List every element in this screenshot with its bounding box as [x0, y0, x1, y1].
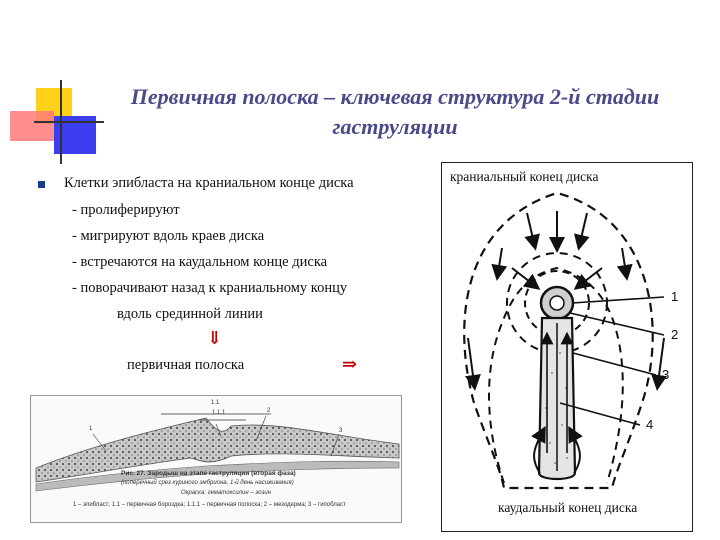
bullet-item-1: - пролиферируют: [72, 202, 180, 218]
slide-title: [95, 82, 695, 142]
fig-caption-line-1: Рис. 27. Зародыш на этапе гаструляции (вторая фаза): [121, 470, 296, 477]
down-arrow-icon: ⇓: [207, 328, 223, 348]
fig-label-3: 3: [339, 428, 343, 434]
fig-caption-line-3: Окраска: гематоксилин – эозин: [181, 490, 271, 496]
primitive-streak-diagram: [441, 162, 693, 532]
title-line-2: гаструляции: [332, 114, 458, 139]
fig-label-1-1-1: 1.1.1: [212, 410, 226, 416]
deco-red-square: [10, 111, 54, 141]
fig-label-1-1: 1.1: [211, 400, 220, 406]
title-line-1: Первичная полоска – ключевая структура 2-й стадии: [130, 84, 660, 109]
label-3: 3: [662, 367, 670, 382]
fig-caption-line-2: (поперечный срез куриного эмбриона, 1-й день насиживания): [121, 480, 294, 486]
caudal-caption: каудальный конец диска: [498, 500, 638, 515]
result-text: первичная полоска: [127, 357, 245, 373]
label-4: 4: [646, 417, 654, 432]
bullet-main-text: Клетки эпибласта на краниальном конце диска: [64, 175, 354, 191]
deco-horizontal-line: [34, 121, 104, 123]
gastrulation-section-figure: [30, 395, 402, 523]
bullet-item-2: - мигрируют вдоль краев диска: [72, 228, 265, 244]
bullet-continuation: вдоль срединной линии: [117, 306, 263, 322]
fig-caption-line-4: 1 – эпибласт; 1.1 – первичная бороздка; 1.1.1 – первичная полоска; 2 – мезодерма; 3 – гипобласт: [73, 502, 346, 508]
label-1: 1: [671, 289, 679, 304]
streak-drawing: [442, 163, 694, 533]
bullet-item-3: - встречаются на каудальном конце диска: [72, 254, 328, 270]
fig-label-2: 2: [267, 408, 271, 414]
right-arrow-icon: ⇒: [342, 354, 358, 374]
cranial-caption: краниальный конец диска: [450, 169, 599, 184]
bullet-square-icon: [38, 181, 45, 188]
fig-label-1: 1: [89, 426, 93, 432]
label-2: 2: [671, 327, 679, 342]
bullet-item-4: - поворачивают назад к краниальному концу: [72, 280, 348, 296]
